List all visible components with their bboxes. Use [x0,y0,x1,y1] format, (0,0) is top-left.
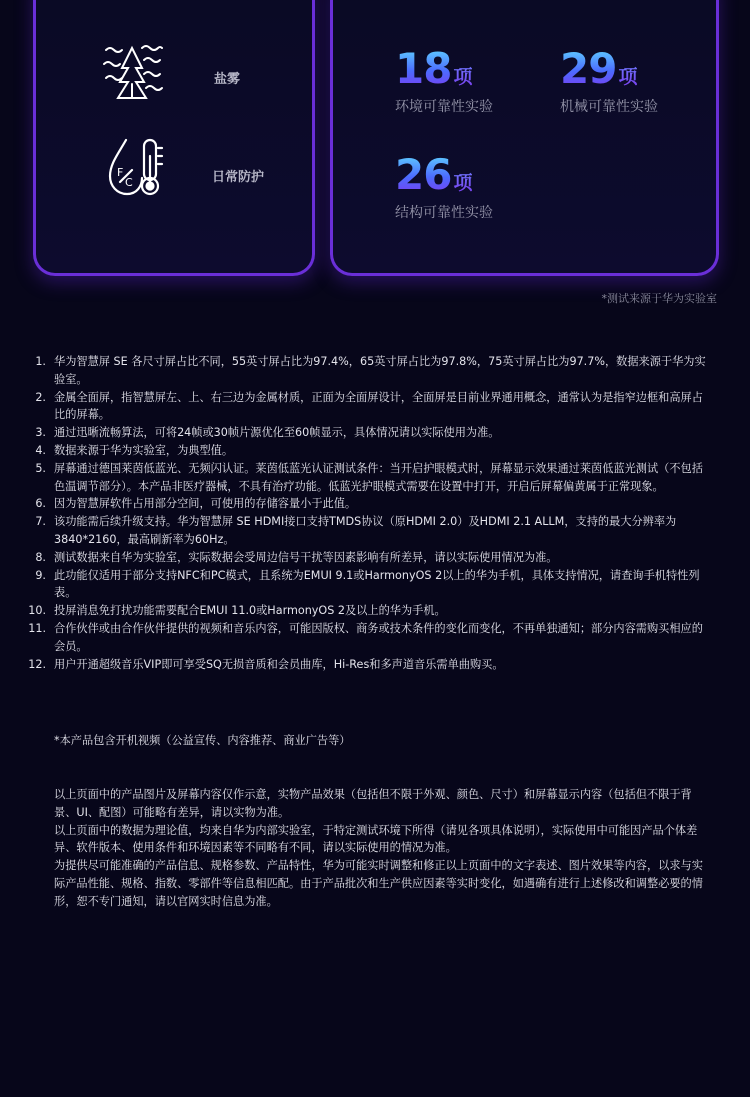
test-source-note: *测试来源于华为实验室 [601,292,717,305]
stat-label: 机械可靠性实验 [560,99,658,115]
list-item: 1. 华为智慧屏 SE 各尺寸屏占比不同，55英寸屏占比为97.4%，65英寸屏占比为97.8%，75英寸屏占比为97.7%，数据来源于华为实验室。 [35,355,706,386]
list-item: 8. 测试数据来自华为实验室，实际数据会受周边信号干扰等因素影响有所差异，请以实际使用情况为准。 [35,550,558,564]
list-item: 7. 该功能需后续升级支持。华为智慧屏 SE HDMI接口支持TMDS协议（原HDMI 2.0）及HDMI 2.1 ALLM，支持的最大分辨率为3840*2160，最高刷新率为60Hz。 [35,515,677,546]
disclaimer-paragraph: 以上页面中的数据为理论值，均来自华为内部实验室，于特定测试环境下所得（请见各项具体说明），实际使用中可能因产品个体差异、软件版本、使用条件和环境因素等不同略有不同，请以实际使用的情况为准。 [54,823,698,855]
stat-unit: 项 [618,62,637,89]
svg-text:F: F [117,166,124,179]
stat-number: 18 [395,44,452,93]
feature-label-salt-spray: 盐雾 [214,72,241,87]
stat-number: 26 [395,150,452,199]
list-item: 6. 因为智慧屏软件占用部分空间，可使用的存储容量小于此值。 [35,497,357,511]
protection-features-card [33,0,315,276]
stat-label: 环境可靠性实验 [395,99,493,115]
list-item: 5. 屏幕通过德国莱茵低蓝光、无频闪认证。莱茵低蓝光认证测试条件：当开启护眼模式时，屏幕显示效果通过莱茵低蓝光测试（不包括色温调节部分）。本产品非医疗器械，不具有治疗功能。低蓝光护眼模式需要在设置中打开，开启后屏幕偏黄属于正常现象。 [35,461,703,493]
reliability-stats-card [330,0,719,276]
stat-environment [395,44,493,116]
daily-protection-icon [106,136,166,198]
list-item: 9. 此功能仅适用于部分支持NFC和PC模式，且系统为EMUI 9.1或HarmonyOS 2以上的华为手机，具体支持情况，请查询手机特性列表。 [35,568,700,600]
stat-structure [395,150,493,222]
disclaimer-paragraph: 以上页面中的产品图片及屏幕内容仅作示意，实物产品效果（包括但不限于外观、颜色、尺寸）和屏幕显示内容（包括但不限于背景、UI、配图）可能略有差异，请以实物为准。 [54,788,692,819]
disclaimer-paragraph: 为提供尽可能准确的产品信息、规格参数、产品特性，华为可能实时调整和修正以上页面中的文字表述、图片效果等内容，以求与实际产品性能、规格、指数、零部件等信息相匹配。由于产品批次和生产供应因素等实时变化，如遇确有进行上述修改和调整必要的情形，恕不专门通知，请以官网实时信息为准。 [54,859,703,908]
stat-label: 结构可靠性实验 [395,205,493,221]
stat-unit: 项 [453,62,472,89]
stat-mechanical [560,44,658,116]
list-item: 2. 金属全面屏，指智慧屏左、上、右三边为金属材质，正面为全面屏设计，全面屏是目前业界通用概念，通常认为是指窄边框和高屏占比的屏幕。 [35,390,703,422]
disclaimer-block [54,786,706,911]
stat-number: 29 [560,44,617,93]
list-item: 4. 数据来源于华为实验室，为典型值。 [35,443,234,457]
list-item: 11. 合作伙伴或由合作伙伴提供的视频和音乐内容，可能因版权、商务或技术条件的变化而变化，不再单独通知；部分内容需购买相应的会员。 [28,621,703,653]
stat-unit: 项 [453,168,472,195]
feature-label-daily-protection: 日常防护 [212,170,265,185]
list-item: 3. 通过迅晰流畅算法，可将24帧或30帧片源优化至60帧显示，具体情况请以实际使用为准。 [35,426,500,440]
footnote-list [26,353,706,673]
salt-spray-icon [102,44,166,100]
svg-text:C: C [125,176,133,189]
list-item: 12. 用户开通超级音乐VIP即可享受SQ无损音质和会员曲库，Hi-Res和多声道音乐需单曲购买。 [28,657,504,671]
boot-video-note: *本产品包含开机视频（公益宣传、内容推荐、商业广告等） [54,734,351,747]
list-item: 10. 投屏消息免打扰功能需要配合EMUI 11.0或HarmonyOS 2及以上的华为手机。 [28,604,446,618]
rain-icon [128,0,178,8]
